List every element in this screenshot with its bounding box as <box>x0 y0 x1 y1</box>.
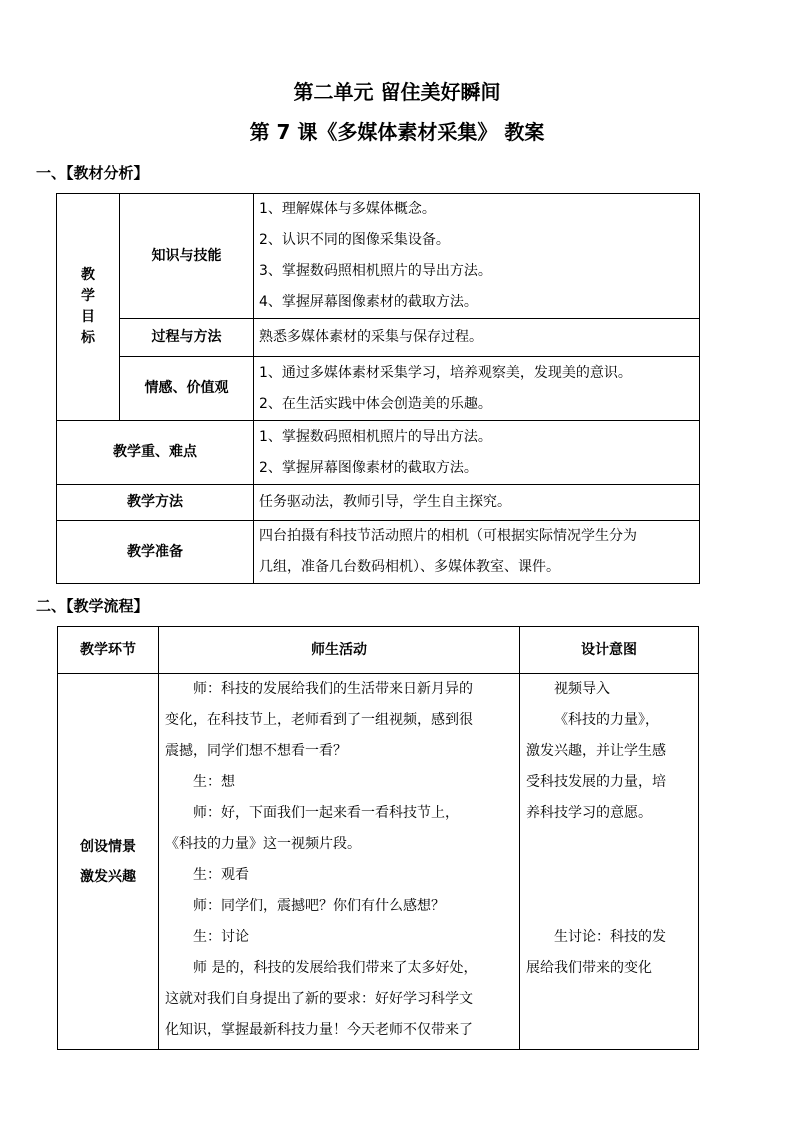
activity-line: 化知识，掌握最新科技力量！今天老师不仅带来了 <box>165 1022 473 1038</box>
intent-line: 受科技发展的力量，培 <box>526 774 666 790</box>
intent-cell <box>520 674 699 1050</box>
header-activity: 师生活动 <box>159 627 520 674</box>
intent-line <box>526 891 694 922</box>
activity-line: 这就对我们自身提出了新的要求：好好学习科学文 <box>165 991 473 1007</box>
activity-line: 师：好，下面我们一起来看一看科技节上， <box>193 805 459 821</box>
goals-label: 教 学 目 标 <box>57 194 120 421</box>
preparation-label: 教学准备 <box>57 521 254 584</box>
analysis-table <box>56 193 700 584</box>
key-points-label: 教学重、难点 <box>57 421 254 485</box>
activity-line: 生：想 <box>193 774 235 790</box>
intent-line: 激发兴趣，并让学生感 <box>526 743 666 759</box>
preparation-content: 四台拍摄有科技节活动照片的相机（可根据实际情况学生分为 几组，准备几台数码相机）、多媒体教室、课件。 <box>254 521 700 584</box>
emotion-content: 1、通过多媒体素材采集学习，培养观察美，发现美的意识。 2、在生活实践中体会创造美的乐趣。 <box>254 357 700 421</box>
knowledge-content: 1、理解媒体与多媒体概念。 2、认识不同的图像采集设备。 3、掌握数码照相机照片的导出方法。 4、掌握屏幕图像素材的截取方法。 <box>254 194 700 319</box>
intent-line: 视频导入 <box>554 681 610 697</box>
intent-line <box>526 829 694 860</box>
activity-line: 师：科技的发展给我们的生活带来日新月异的 <box>193 681 473 697</box>
key-points-content: 1、掌握数码照相机照片的导出方法。 2、掌握屏幕图像素材的截取方法。 <box>254 421 700 485</box>
header-intent: 设计意图 <box>520 627 699 674</box>
header-stage: 教学环节 <box>58 627 159 674</box>
stage-cell: 创设情景 激发兴趣 <box>58 674 159 1050</box>
method-content: 任务驱动法，教师引导，学生自主探究。 <box>254 485 700 521</box>
activity-line: 生：讨论 <box>193 929 249 945</box>
intent-line: 生讨论：科技的发 <box>554 929 666 945</box>
activity-line: 师：同学们，震撼吧？你们有什么感想？ <box>193 898 445 914</box>
emotion-label: 情感、价值观 <box>120 357 254 421</box>
knowledge-label: 知识与技能 <box>120 194 254 319</box>
intent-line: 《科技的力量》， <box>554 712 659 728</box>
method-label: 教学方法 <box>57 485 254 521</box>
process-content: 熟悉多媒体素材的采集与保存过程。 <box>254 319 700 357</box>
lesson-title: 第 7 课《多媒体素材采集》 教案 <box>249 120 545 144</box>
intent-line <box>526 860 694 891</box>
activity-cell <box>159 674 520 1050</box>
section-heading-flow: 二、【教学流程】 <box>36 597 149 615</box>
activity-line: 生：观看 <box>193 867 249 883</box>
activity-line: 师 是的，科技的发展给我们带来了太多好处， <box>193 960 478 976</box>
activity-line: 震撼，同学们想不想看一看？ <box>165 743 347 759</box>
process-label: 过程与方法 <box>120 319 254 357</box>
activity-line: 《科技的力量》这一视频片段。 <box>165 836 361 852</box>
section-heading-analysis: 一、【教材分析】 <box>36 164 149 182</box>
unit-title: 第二单元 留住美好瞬间 <box>293 80 501 104</box>
activity-line: 变化，在科技节上，老师看到了一组视频，感到很 <box>165 712 473 728</box>
intent-line: 养科技学习的意愿。 <box>526 805 652 821</box>
intent-line: 展给我们带来的变化 <box>526 960 652 976</box>
flow-table <box>57 626 699 1050</box>
